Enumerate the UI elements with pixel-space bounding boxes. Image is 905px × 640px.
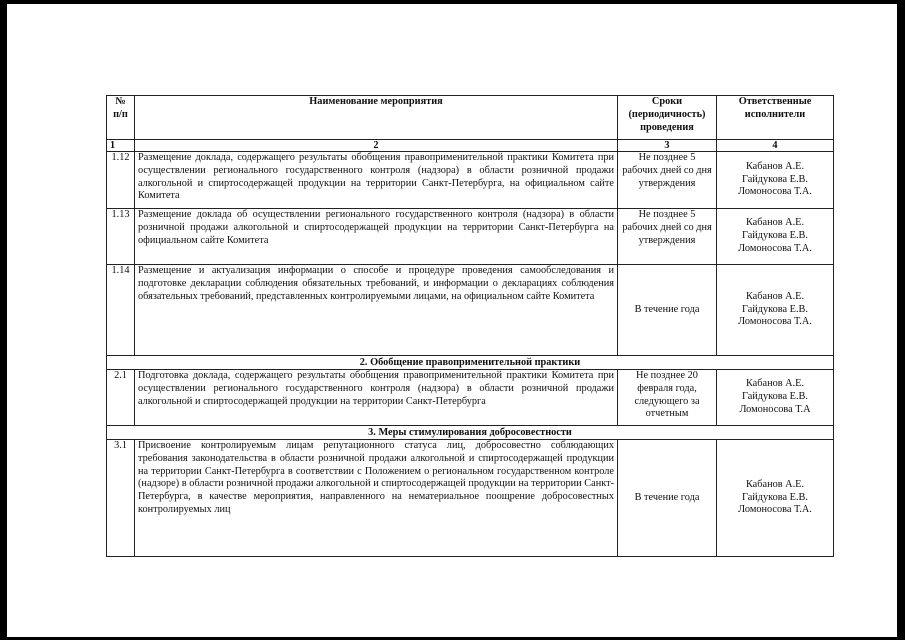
header-resp: Ответственные исполнители (717, 96, 834, 140)
section-heading-row (107, 356, 834, 370)
column-index: 1 (107, 140, 135, 152)
row-num: 3.1 (107, 440, 135, 557)
resp-person: Кабанов А.Е. (745, 160, 805, 172)
row-name: Размещение доклада, содержащего результаты обобщения правоприменительной практики Комитета при осуществлении регионального государственного контроля (надзора) в области розничной продажи алкогольной и спиртосодержащей продукции на территории Санкт-Петербурга, на официальном сайте Комитета (135, 152, 618, 209)
events-plan-table (106, 95, 834, 557)
header-term: Сроки (периодичность) проведения (618, 96, 717, 140)
table-row (107, 370, 834, 426)
row-num: 1.12 (107, 152, 135, 209)
header-num: № п/п (107, 96, 135, 140)
column-index: 4 (717, 140, 834, 152)
scan-border-left (0, 0, 7, 640)
row-num: 1.14 (107, 265, 135, 356)
row-name: Подготовка доклада, содержащего результаты обобщения правоприменительной практики Комитета при осуществлении регионального государственного контроля (надзора) в области розничной продажи алкогольной и спиртосодержащей продукции на территории Санкт-Петербурга (135, 370, 618, 426)
row-num: 1.13 (107, 209, 135, 265)
resp-person: Ломоносова Т.А. (738, 242, 812, 254)
resp-person: Кабанов А.Е. (745, 290, 805, 302)
scan-border-top (0, 0, 905, 4)
resp-person: Ломоносова Т.А. (738, 316, 812, 328)
resp-person: Гайдукова Е.В. (742, 230, 808, 242)
resp-person: Кабанов А.Е. (745, 478, 805, 490)
resp-person: Гайдукова Е.В. (742, 391, 808, 403)
resp-person: Ломоносова Т.А (739, 403, 811, 415)
resp-person: Ломоносова Т.А. (738, 504, 812, 516)
scan-border-right (897, 0, 905, 640)
row-name: Присвоение контролируемым лицам репутационного статуса лиц, добросовестно соблюдающих требования законодательства в области розничной продажи алкогольной и спиртосодержащей продукции на территории Санкт-Петербурга в соответствии с Положением о региональном государственном контроле (надзоре) в области розничной продажи алкогольной и спиртосодержащей продукции на территории Санкт-Петербурга, в качестве мероприятия, направленного на нематериальное поощрение добросовестных контролируемых лиц (135, 440, 618, 557)
table-header-row (107, 96, 834, 140)
column-index: 3 (618, 140, 717, 152)
row-term: В течение года (618, 265, 717, 356)
section-heading-row (107, 426, 834, 440)
resp-person: Ломоносова Т.А. (738, 186, 812, 198)
column-index-row (107, 140, 834, 152)
row-resp (717, 370, 834, 426)
row-name: Размещение и актуализация информации о способе и процедуре проведения самообследования и подготовке декларации соблюдения обязательных требований, и информации о декларациях соблюдения обязательных требований, представленных контролируемыми лицами, на официальном сайте Комитета (135, 265, 618, 356)
resp-person: Кабанов А.Е. (745, 217, 805, 229)
row-term: Не позднее 5 рабочих дней со дня утверждения (618, 152, 717, 209)
row-num: 2.1 (107, 370, 135, 426)
header-name: Наименование мероприятия (135, 96, 618, 140)
row-resp (717, 152, 834, 209)
section-title: 2. Обобщение правоприменительной практики (107, 356, 834, 370)
resp-person: Гайдукова Е.В. (742, 303, 808, 315)
row-resp (717, 209, 834, 265)
row-term: Не позднее 20 февраля года, следующего за отчетным (618, 370, 717, 426)
table-row (107, 209, 834, 265)
resp-person: Гайдукова Е.В. (742, 173, 808, 185)
row-term: В течение года (618, 440, 717, 557)
table-row (107, 265, 834, 356)
row-term: Не позднее 5 рабочих дней со дня утверждения (618, 209, 717, 265)
row-name: Размещение доклада об осуществлении регионального государственного контроля (надзора) в области розничной продажи алкогольной и спиртосодержащей продукции на территории Санкт-Петербурга на официальном сайте Комитета (135, 209, 618, 265)
resp-person: Кабанов А.Е. (745, 378, 805, 390)
table-row (107, 152, 834, 209)
section-title: 3. Меры стимулирования добросовестности (107, 426, 834, 440)
row-resp (717, 265, 834, 356)
table-row (107, 440, 834, 557)
resp-person: Гайдукова Е.В. (742, 491, 808, 503)
row-resp (717, 440, 834, 557)
column-index: 2 (135, 140, 618, 152)
